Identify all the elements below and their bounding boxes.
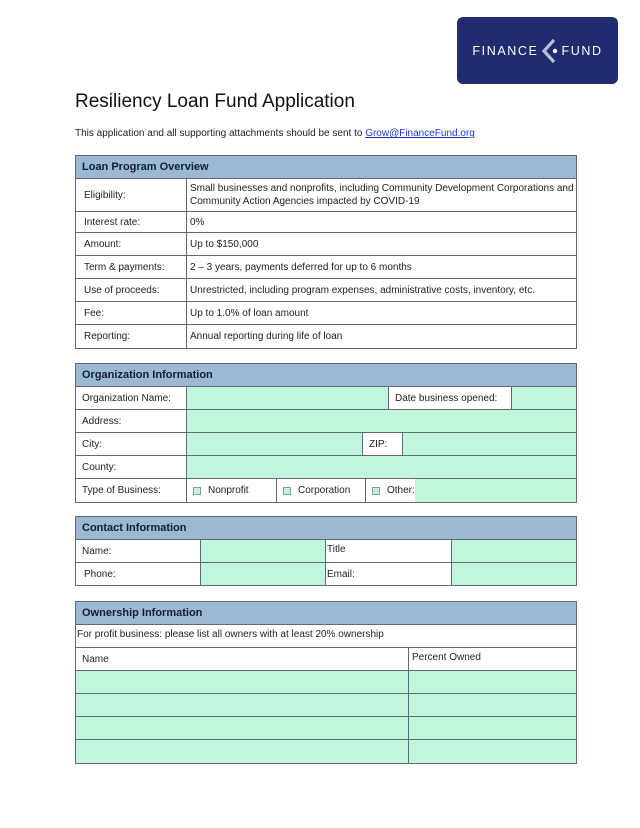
table-row [76,717,576,740]
date-opened-field[interactable] [512,387,576,409]
overview-row [76,179,576,212]
organization-section [75,363,577,503]
finance-fund-logo [457,17,618,84]
percent-owned-header: Percent Owned [412,652,481,663]
overview-value: 0% [190,216,205,228]
owner-percent-field[interactable] [409,717,576,739]
owner-name-header: Name [76,648,409,670]
nonprofit-option[interactable] [187,479,277,502]
address-row [76,410,576,433]
contact-title-field[interactable] [452,540,576,562]
other-checkbox[interactable] [372,487,380,495]
ownership-instruction-row [76,625,576,648]
overview-row [76,256,576,279]
section-heading: Organization Information [76,364,576,387]
contact-section [75,516,577,586]
table-row [76,740,576,763]
table-row [76,694,576,717]
ownership-instruction: For profit business: please list all owners with at least 20% ownership [77,629,384,640]
county-row [76,456,576,479]
org-name-row [76,387,576,410]
overview-value: 2 – 3 years, payments deferred for up to 6 months [190,261,412,273]
overview-value: Small businesses and nonprofits, including Community Development Corporations and Community Action Agencies impacted by COVID-19 [190,183,574,207]
overview-label: Term & payments: [76,256,187,278]
ownership-header-row [76,648,576,671]
other-option[interactable] [366,479,415,502]
address-label: Address: [76,410,187,432]
overview-value: Annual reporting during life of loan [190,331,343,342]
email-link[interactable]: Grow@FinanceFund.org [365,128,475,139]
section-heading: Contact Information [76,517,576,540]
table-row [76,671,576,694]
loan-overview-section [75,155,577,349]
overview-row [76,302,576,325]
county-field[interactable] [187,456,576,478]
overview-label: Reporting: [76,325,187,348]
contact-name-label: Name: [76,540,201,562]
overview-label: Amount: [76,233,187,255]
logo-chevron-icon [541,38,559,64]
logo-text-right: FUND [561,43,603,58]
owner-name-field[interactable] [76,694,409,716]
contact-name-field[interactable] [201,540,326,562]
contact-email-label: Email: [326,563,452,585]
overview-row [76,233,576,256]
contact-email-field[interactable] [452,563,576,585]
overview-label: Fee: [76,302,187,324]
owner-percent-field[interactable] [409,671,576,693]
zip-label: ZIP: [363,433,403,455]
nonprofit-checkbox[interactable] [193,487,201,495]
other-field[interactable] [415,479,576,502]
contact-phone-row [76,563,576,585]
corporation-label: Corporation [298,485,351,496]
overview-label: Use of proceeds: [76,279,187,301]
city-label: City: [76,433,187,455]
corporation-option[interactable] [277,479,366,502]
owner-name-field[interactable] [76,717,409,739]
overview-value: Up to 1.0% of loan amount [190,307,309,319]
owner-percent-field[interactable] [409,694,576,716]
contact-name-row [76,540,576,563]
county-label: County: [76,456,187,478]
nonprofit-label: Nonprofit [208,485,249,496]
org-name-label: Organization Name: [76,387,187,409]
section-heading: Ownership Information [76,602,576,625]
page-title: Resiliency Loan Fund Application [75,91,355,112]
owner-name-field[interactable] [76,740,409,763]
city-row [76,433,576,456]
business-type-label: Type of Business: [76,479,187,502]
org-name-field[interactable] [187,387,389,409]
intro-sentence: This application and all supporting attachments should be sent to [75,128,366,139]
section-heading: Loan Program Overview [76,156,576,179]
overview-value: Up to $150,000 [190,238,259,250]
contact-title-label: Title [326,540,452,562]
overview-row [76,212,576,233]
owner-name-field[interactable] [76,671,409,693]
overview-label: Eligibility: [76,179,187,211]
date-opened-label: Date business opened: [389,387,512,409]
overview-row [76,279,576,302]
overview-row [76,325,576,348]
other-label: Other: [387,485,415,496]
overview-value: Unrestricted, including program expenses, administrative costs, inventory, etc. [190,284,535,296]
intro-text [75,128,475,139]
contact-phone-label: Phone: [76,563,201,585]
ownership-section [75,601,577,764]
contact-phone-field[interactable] [201,563,326,585]
owner-percent-field[interactable] [409,740,576,763]
logo-text-left: FINANCE [472,43,539,58]
address-field[interactable] [187,410,576,432]
zip-field[interactable] [403,433,576,455]
corporation-checkbox[interactable] [283,487,291,495]
business-type-row [76,479,576,502]
overview-label: Interest rate: [76,212,187,232]
city-field[interactable] [187,433,363,455]
